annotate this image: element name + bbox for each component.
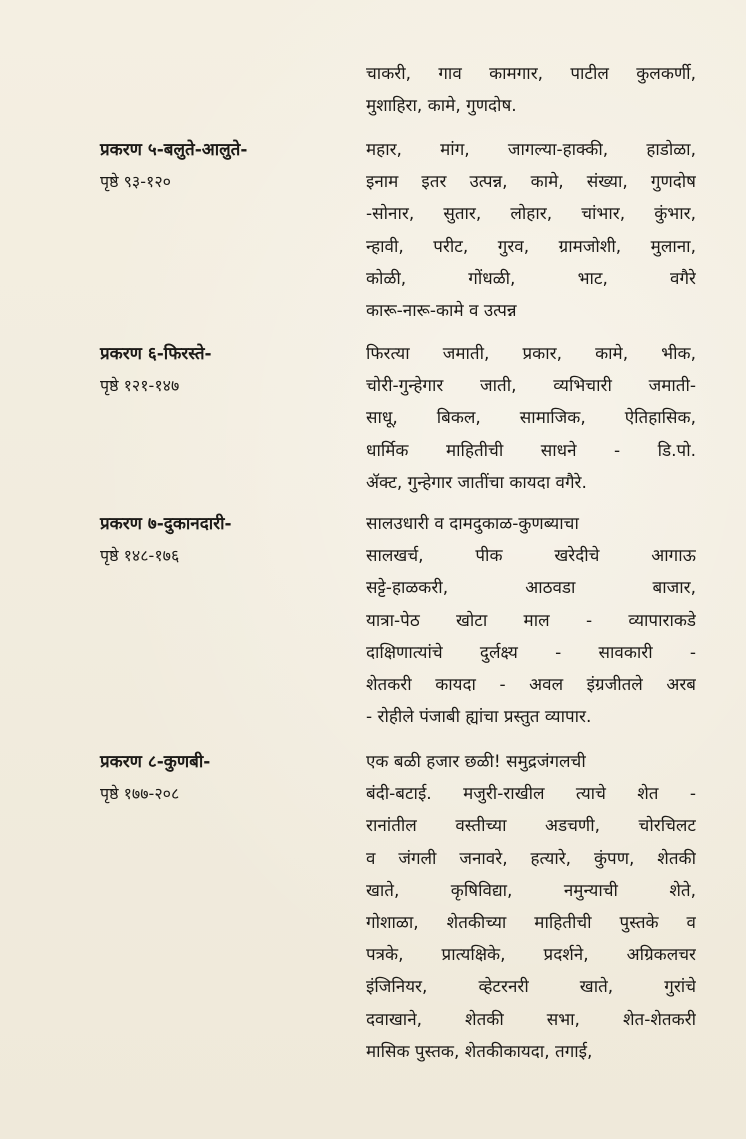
desc-line: धार्मिक माहितीची साधने - डि.पो.: [366, 440, 696, 461]
chapter-title: प्रकरण ६-फिरस्ते-: [100, 344, 212, 364]
desc-line: ॲक्ट, गुन्हेगार जातींचा कायदा वगैरे.: [366, 472, 587, 493]
desc-line: इनाम इतर उत्पन्न, कामे, संख्या, गुणदोष: [366, 172, 696, 193]
chapter-pages: पृष्ठे १४८-१७६: [100, 546, 180, 565]
desc-line: मुशाहिरा, कामे, गुणदोष.: [366, 96, 517, 117]
desc-line: साधू, बिकल, सामाजिक, ऐतिहासिक,: [366, 408, 696, 429]
desc-line: कारू-नारू-कामे व उत्पन्न: [366, 300, 517, 321]
chapter-title: प्रकरण ८-कुणबी-: [100, 752, 211, 772]
desc-line: व जंगली जनावरे, हत्यारे, कुंपण, शेतकी: [366, 848, 696, 869]
chapter-description: [366, 746, 696, 1068]
desc-line: मासिक पुस्तक, शेतकीकायदा, तगाई,: [366, 1041, 593, 1062]
desc-line: कोळी, गोंधळी, भाट, वगैरे: [366, 268, 696, 289]
chapter-description: [366, 134, 696, 327]
desc-line: महार, मांग, जागल्या-हाक्की, हाडोळा,: [366, 140, 696, 160]
desc-line: खाते, कृषिविद्या, नमुन्याची शेते,: [366, 880, 696, 901]
desc-line: एक बळी हजार छळी! समुद्रजंगलची: [366, 752, 586, 772]
desc-line: -सोनार, सुतार, लोहार, चांभार, कुंभार,: [366, 204, 696, 225]
chapter-label: [100, 746, 350, 810]
desc-line: चोरी-गुन्हेगार जाती, व्यभिचारी जमाती-: [366, 376, 696, 397]
desc-line: दवाखाने, शेतकी सभा, शेत-शेतकरी: [366, 1009, 696, 1030]
chapter-label: [100, 134, 350, 198]
desc-line: इंजिनियर, व्हेटरनरी खाते, गुरांचे: [366, 977, 696, 998]
chapter-pages: पृष्ठे १७७-२०८: [100, 784, 180, 803]
desc-line: बंदी-बटाई. मजुरी-राखील त्याचे शेत -: [366, 784, 696, 805]
chapter-pages: पृष्ठे १२१-१४७: [100, 376, 180, 395]
chapter-title: प्रकरण ७-दुकानदारी-: [100, 514, 232, 534]
desc-line: सालखर्च, पीक खरेदीचे आगाऊ: [366, 546, 696, 567]
desc-line: सालउधारी व दामदुकाळ-कुणब्याचा: [366, 514, 579, 534]
desc-line: रानांतील वस्तीच्या अडचणी, चोरचिलट: [366, 816, 696, 837]
chapter-description: [366, 338, 696, 499]
desc-line: - रोहीले पंजाबी ह्यांचा प्रस्तुत व्यापार.: [366, 707, 592, 728]
desc-line: यात्रा-पेठ खोटा माल - व्यापाराकडे: [366, 610, 696, 631]
desc-line: दाक्षिणात्यांचे दुर्लक्ष्य - सावकारी -: [366, 642, 696, 663]
desc-line: पत्रके, प्रात्यक्षिके, प्रदर्शने, अग्रिकलचर: [366, 945, 696, 966]
desc-line: शेतकरी कायदा - अवल इंग्रजीतले अरब: [366, 674, 696, 695]
intro-lines: [366, 58, 696, 122]
desc-line: फिरत्या जमाती, प्रकार, कामे, भीक,: [366, 344, 696, 364]
desc-line: चाकरी, गाव कामगार, पाटील कुलकर्णी,: [366, 64, 696, 84]
chapter-description: [366, 508, 696, 733]
desc-line: न्हावी, परीट, गुरव, ग्रामजोशी, मुलाना,: [366, 236, 696, 257]
desc-line: सट्टे-हाळकरी, आठवडा बाजार,: [366, 578, 696, 599]
desc-line: गोशाळा, शेतकीच्या माहितीची पुस्तके व: [366, 912, 696, 933]
chapter-title: प्रकरण ५-बलुते-आलुते-: [100, 140, 248, 160]
chapter-label: [100, 338, 350, 402]
chapter-label: [100, 508, 350, 572]
chapter-pages: पृष्ठे ९३-१२०: [100, 172, 171, 191]
